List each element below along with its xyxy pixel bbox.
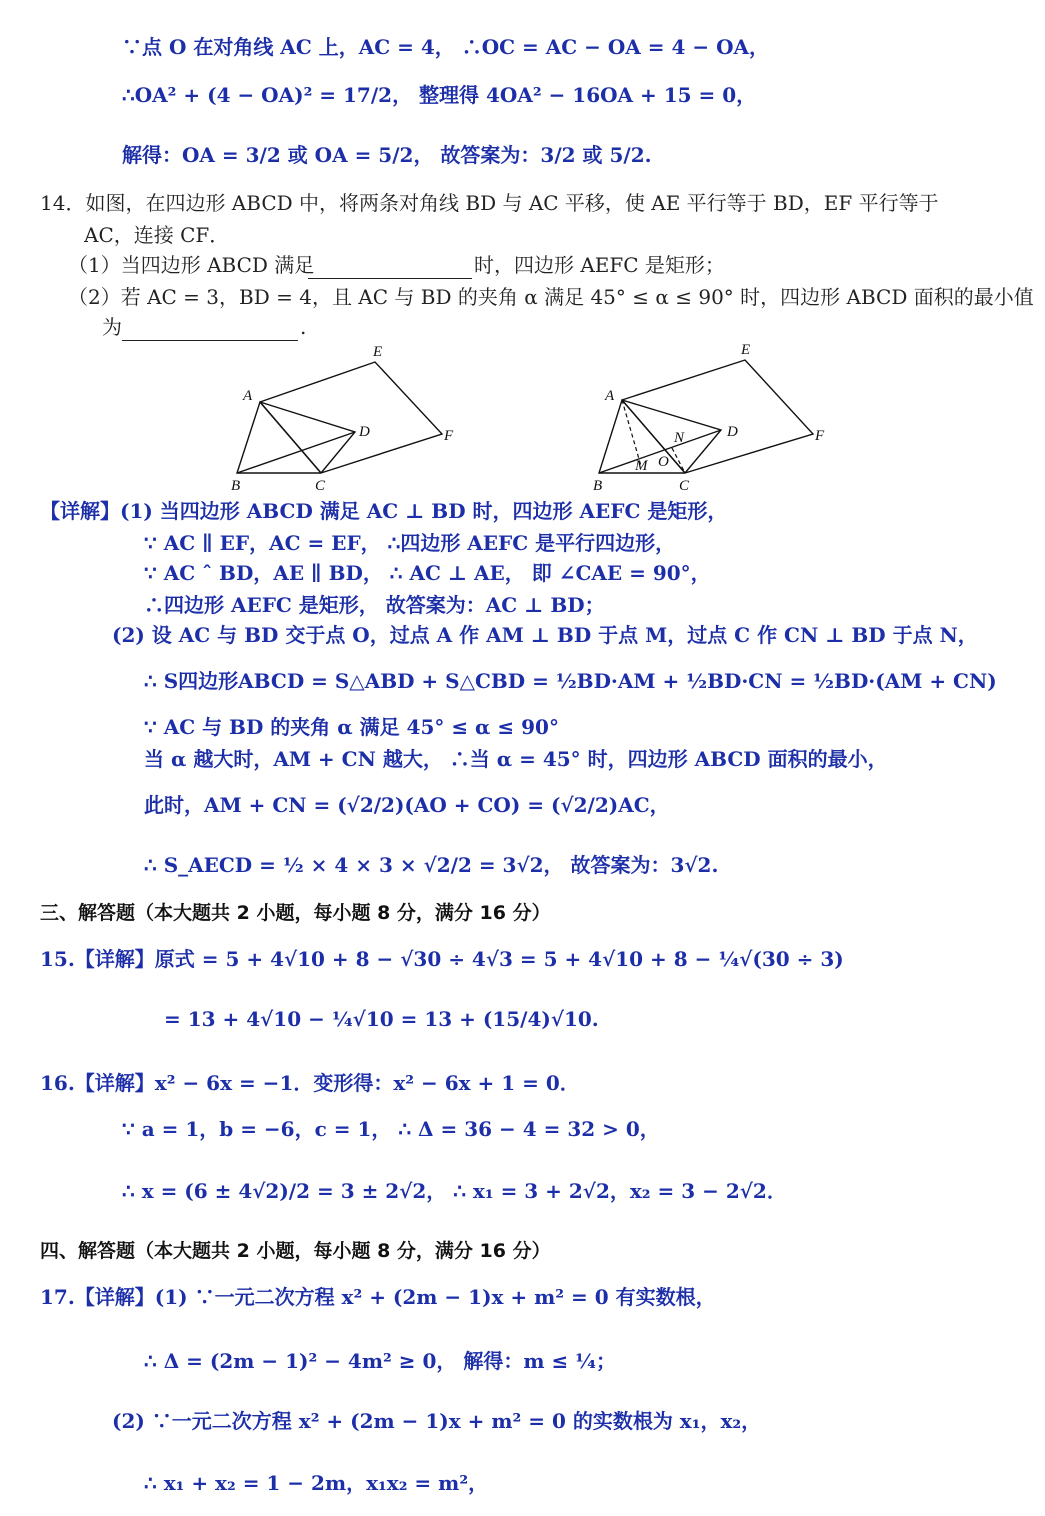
text-line-l07: （2）若 AC = 3，BD = 4，且 AC 与 BD 的夹角 α 满足 45° ≤ α ≤ 90° 时，四边形 ABCD 面积的最小值 bbox=[68, 285, 1034, 309]
text-line-l08: 为 bbox=[102, 315, 122, 339]
text-line-l15: ∵ AC 与 BD 的夹角 α 满足 45° ≤ α ≤ 90° bbox=[144, 715, 559, 739]
label-F: F bbox=[444, 428, 454, 444]
label-E: E bbox=[373, 344, 383, 360]
label-A: A bbox=[605, 388, 615, 404]
text-line-l29: ∴ x₁ + x₂ = 1 − 2m，x₁x₂ = m²， bbox=[144, 1471, 489, 1495]
text-line-l09: 【详解】(1) 当四边形 ABCD 满足 AC ⊥ BD 时，四边形 AEFC 是矩形， bbox=[40, 499, 728, 523]
text-line-l05: AC，连接 CF． bbox=[84, 223, 230, 247]
label-B: B bbox=[593, 478, 603, 494]
figure-quadrilateral-1 bbox=[225, 340, 465, 495]
text-line-l11: ∵ AC ˆ BD，AE ∥ BD， ∴ AC ⊥ AE， 即 ∠CAE = 90°， bbox=[144, 561, 711, 585]
label-O: O bbox=[658, 454, 669, 470]
text-line-l23: ∵ a = 1，b = −6，c = 1， ∴ Δ = 36 − 4 = 32 > 0， bbox=[122, 1117, 660, 1141]
text-line-l19: 三、解答题（本大题共 2 小题，每小题 8 分，满分 16 分） bbox=[40, 902, 551, 924]
answer-blank-2[interactable] bbox=[122, 320, 298, 341]
text-line-l06: （1）当四边形 ABCD 满足 bbox=[68, 253, 315, 277]
text-line-l06b: 时，四边形 AEFC 是矩形； bbox=[474, 253, 725, 277]
text-line-l02: ∴OA² + (4 − OA)² = 17/2， 整理得 4OA² − 16OA + 15 = 0， bbox=[122, 83, 757, 107]
label-D: D bbox=[727, 424, 738, 440]
label-B: B bbox=[231, 478, 241, 494]
text-line-l08b: . bbox=[300, 315, 307, 339]
text-line-l16: 当 α 越大时，AM + CN 越大， ∴当 α = 45° 时，四边形 ABCD 面积的最小， bbox=[144, 747, 888, 771]
text-line-l22: 16.【详解】x² − 6x = −1．变形得：x² − 6x + 1 = 0． bbox=[40, 1071, 580, 1095]
text-line-l03: 解得：OA = 3/2 或 OA = 5/2， 故答案为：3/2 或 5/2. bbox=[122, 143, 652, 167]
text-line-l10: ∵ AC ∥ EF，AC = EF， ∴四边形 AEFC 是平行四边形， bbox=[144, 531, 676, 555]
figure-quadrilateral-2 bbox=[585, 338, 835, 495]
text-line-l25: 四、解答题（本大题共 2 小题，每小题 8 分，满分 16 分） bbox=[40, 1240, 551, 1262]
label-A: A bbox=[243, 388, 253, 404]
label-N: N bbox=[674, 430, 685, 446]
text-line-l26: 17.【详解】(1) ∵一元二次方程 x² + (2m − 1)x + m² = 0 有实数根， bbox=[40, 1285, 716, 1309]
text-line-l27: ∴ Δ = (2m − 1)² − 4m² ≥ 0， 解得：m ≤ ¼； bbox=[144, 1349, 617, 1373]
text-line-l04: 14．如图，在四边形 ABCD 中，将两条对角线 BD 与 AC 平移，使 AE 平行等于 BD，EF 平行等于 bbox=[40, 191, 939, 215]
label-C: C bbox=[679, 478, 690, 494]
text-line-l24: ∴ x = (6 ± 4√2)/2 = 3 ± 2√2， ∴ x₁ = 3 + 2√2，x₂ = 3 − 2√2． bbox=[122, 1179, 787, 1203]
text-line-l01: ∵点 O 在对角线 AC 上，AC = 4， ∴OC = AC − OA = 4 − OA， bbox=[122, 35, 770, 59]
label-M: M bbox=[635, 458, 648, 474]
text-line-l12: ∴四边形 AEFC 是矩形， 故答案为：AC ⊥ BD； bbox=[144, 593, 605, 617]
label-D: D bbox=[359, 424, 370, 440]
text-line-l14: ∴ S四边形ABCD = S△ABD + S△CBD = ½BD·AM + ½BD·CN = ½BD·(AM + CN) bbox=[144, 669, 997, 693]
text-line-l13: (2) 设 AC 与 BD 交于点 O，过点 A 作 AM ⊥ BD 于点 M，过点 C 作 CN ⊥ BD 于点 N， bbox=[112, 623, 978, 647]
text-line-l28: (2) ∵一元二次方程 x² + (2m − 1)x + m² = 0 的实数根为 x₁，x₂， bbox=[112, 1409, 762, 1433]
label-C: C bbox=[315, 478, 326, 494]
label-E: E bbox=[741, 342, 751, 358]
text-line-l21: = 13 + 4√10 − ¼√10 = 13 + (15/4)√10. bbox=[164, 1007, 599, 1031]
label-F: F bbox=[815, 428, 825, 444]
answer-blank-1[interactable] bbox=[308, 258, 472, 279]
text-line-l20: 15.【详解】原式 = 5 + 4√10 + 8 − √30 ÷ 4√3 = 5 + 4√10 + 8 − ¼√(30 ÷ 3) bbox=[40, 947, 844, 971]
text-line-l17: 此时，AM + CN = (√2/2)(AO + CO) = (√2/2)AC， bbox=[144, 793, 670, 817]
text-line-l18: ∴ S_AECD = ½ × 4 × 3 × √2/2 = 3√2， 故答案为：3√2. bbox=[144, 853, 719, 877]
